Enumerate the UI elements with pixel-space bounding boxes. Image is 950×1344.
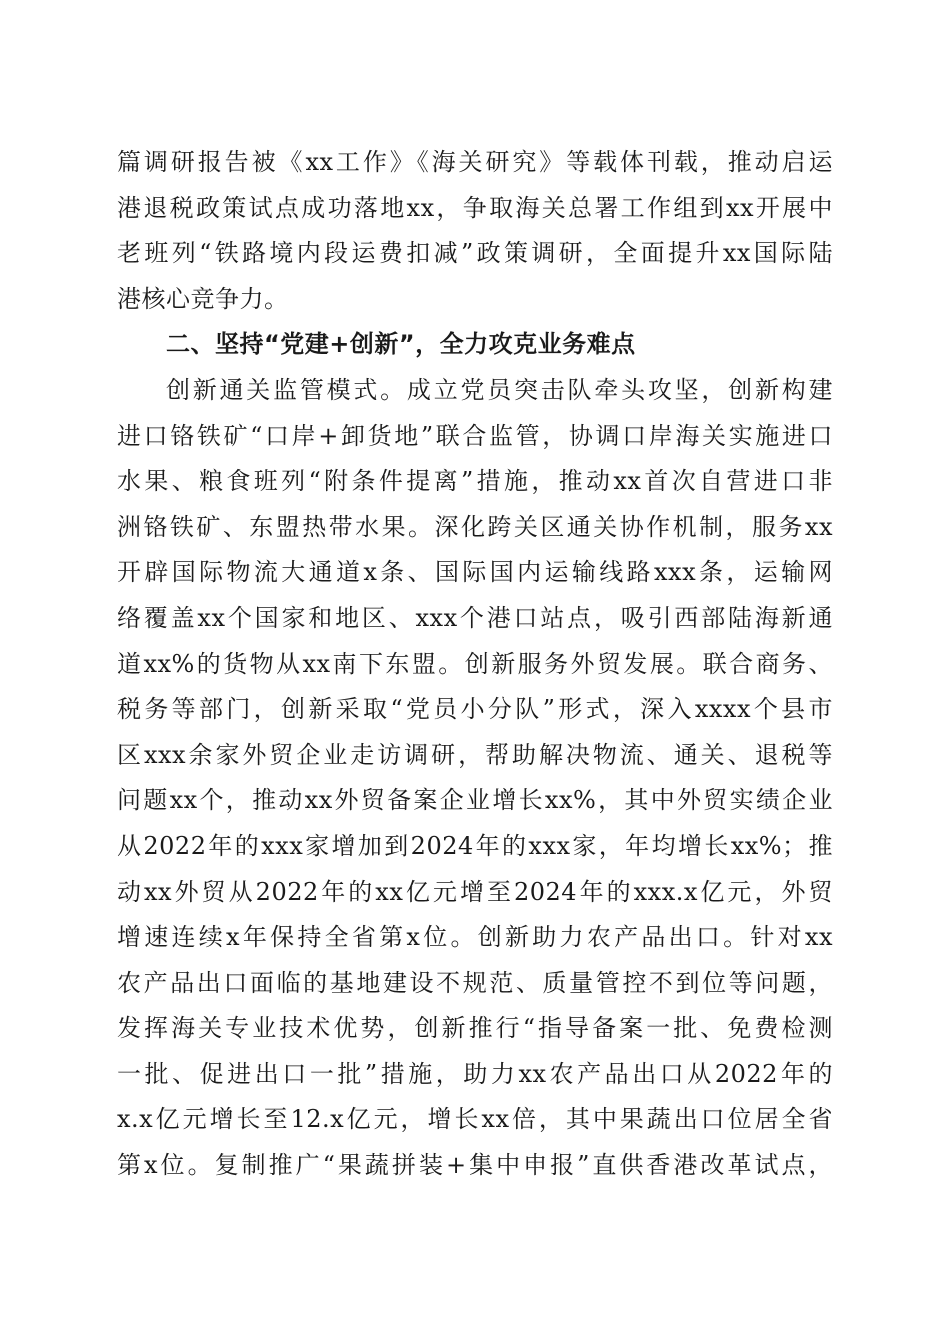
paragraph-1 (117, 140, 833, 322)
paragraph-line: 农产品出口面临的基地建设不规范、质量管控不到位等问题， (117, 968, 833, 997)
paragraph-line: 动xx外贸从2022年的xx亿元增至2024年的xxx.x亿元，外贸 (117, 877, 833, 906)
paragraph-line: 水果、粮食班列“附条件提离”措施，推动xx首次自营进口非 (117, 467, 833, 496)
paragraph-line: 老班列“铁路境内段运费扣减”政策调研，全面提升xx国际陆 (117, 239, 833, 268)
paragraph-line: 港退税政策试点成功落地xx，争取海关总署工作组到xx开展中 (117, 193, 833, 222)
paragraph-line: 区xxx余家外贸企业走访调研，帮助解决物流、通关、退税等 (117, 740, 833, 769)
paragraph-line: 进口铬铁矿“口岸+卸货地”联合监管，协调口岸海关实施进口 (117, 421, 833, 450)
paragraph-line: 税务等部门，创新采取“党员小分队”形式，深入xxxx个县市 (117, 695, 833, 724)
document-body (117, 140, 833, 1189)
paragraph-line: 一批、促进出口一批”措施，助力xx农产品出口从2022年的 (117, 1059, 833, 1088)
paragraph-line: 港核心竞争力。 (117, 284, 289, 313)
paragraph-line: 创新通关监管模式。成立党员突击队牵头攻坚，创新构建 (166, 375, 833, 404)
paragraph-line: 洲铬铁矿、东盟热带水果。深化跨关区通关协作机制，服务xx (117, 512, 833, 541)
paragraph-line: x.x亿元增长至12.x亿元，增长xx倍，其中果蔬出口位居全省 (117, 1105, 833, 1134)
paragraph-2 (117, 368, 833, 1189)
paragraph-line: 从2022年的xxx家增加到2024年的xxx家，年均增长xx%；推 (117, 831, 833, 860)
paragraph-line: 络覆盖xx个国家和地区、xxx个港口站点，吸引西部陆海新通 (117, 603, 833, 632)
paragraph-line: 第x位。复制推广“果蔬拼装+集中申报”直供香港改革试点， (117, 1151, 833, 1180)
paragraph-line: 篇调研报告被《xx工作》《海关研究》等载体刊载，推动启运 (117, 148, 833, 176)
paragraph-line: 开辟国际物流大通道x条、国际国内运输线路xxx条，运输网 (117, 558, 833, 587)
paragraph-line: 发挥海关专业技术优势，创新推行“指导备案一批、免费检测 (117, 1014, 833, 1043)
paragraph-line: 问题xx个，推动xx外贸备案企业增长xx%，其中外贸实绩企业 (117, 786, 833, 815)
paragraph-line: 增速连续x年保持全省第x位。创新助力农产品出口。针对xx (117, 923, 833, 952)
paragraph-line: 道xx%的货物从xx南下东盟。创新服务外贸发展。联合商务、 (117, 649, 833, 678)
section-heading: 二、坚持“党建+创新”，全力攻克业务难点 (166, 330, 636, 359)
